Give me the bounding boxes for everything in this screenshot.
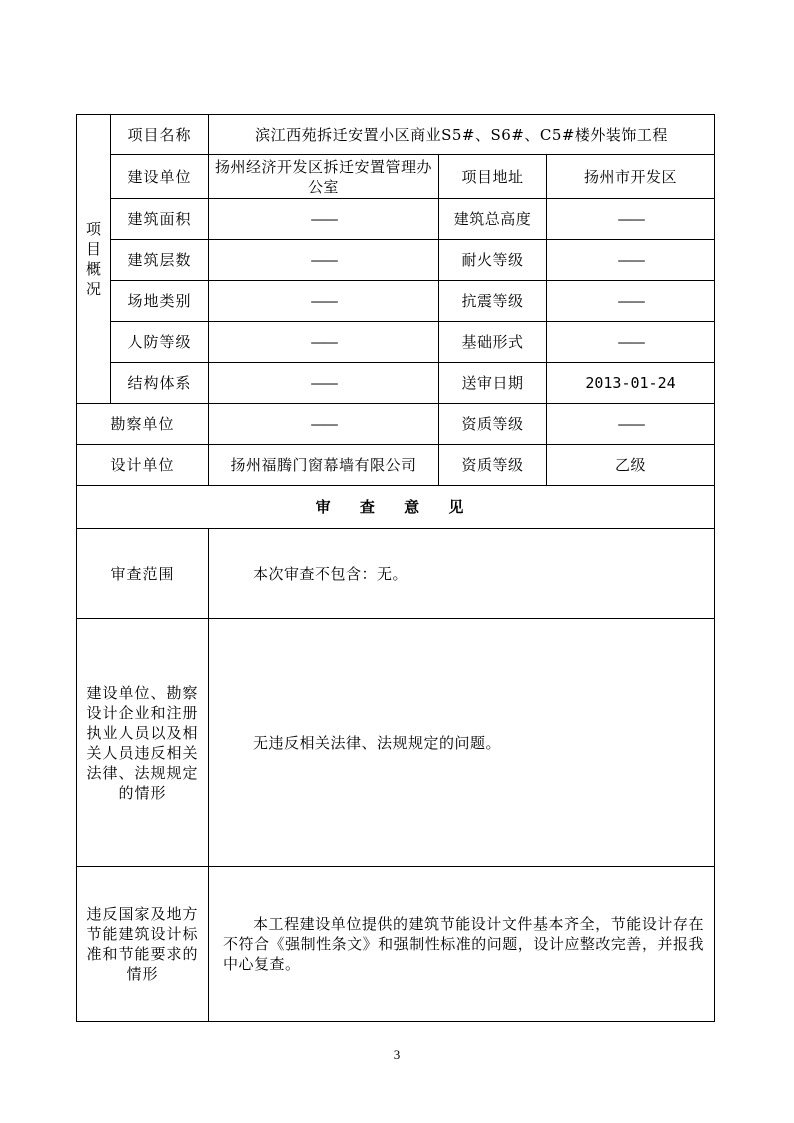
row-legal-violations xyxy=(77,619,715,867)
project-address-label: 项目地址 xyxy=(439,155,547,199)
structure-system-value: —— xyxy=(209,363,439,404)
row-site-category xyxy=(77,281,715,322)
row-review-scope xyxy=(77,529,715,619)
seismic-rating-value: —— xyxy=(547,281,715,322)
design-qualification-value: 乙级 xyxy=(547,445,715,486)
seismic-rating-label: 抗震等级 xyxy=(439,281,547,322)
energy-violations-label: 违反国家及地方节能建筑设计标准和节能要求的情形 xyxy=(77,867,209,1022)
project-name-label: 项目名称 xyxy=(111,115,209,155)
row-structure-system xyxy=(77,363,715,404)
design-qualification-label: 资质等级 xyxy=(439,445,547,486)
review-scope-label: 审查范围 xyxy=(77,529,209,619)
legal-violations-text: 无违反相关法律、法规规定的问题。 xyxy=(209,619,715,867)
survey-unit-label: 勘察单位 xyxy=(77,404,209,445)
design-unit-label: 设计单位 xyxy=(77,445,209,486)
structure-system-label: 结构体系 xyxy=(111,363,209,404)
review-form-table xyxy=(76,114,715,1022)
row-survey-unit xyxy=(77,404,715,445)
construction-unit-value: 扬州经济开发区拆迁安置管理办公室 xyxy=(209,155,439,199)
row-building-floors xyxy=(77,240,715,281)
row-project-name xyxy=(77,115,715,155)
building-height-value: —— xyxy=(547,199,715,240)
legal-violations-label: 建设单位、勘察设计企业和注册执业人员以及相关人员违反相关法律、法规规定的情形 xyxy=(77,619,209,867)
construction-unit-label: 建设单位 xyxy=(111,155,209,199)
submission-date-label: 送审日期 xyxy=(439,363,547,404)
civil-defense-value: —— xyxy=(209,322,439,363)
building-floors-value: —— xyxy=(209,240,439,281)
opinion-header: 审 查 意 见 xyxy=(77,486,715,529)
energy-violations-text: 本工程建设单位提供的建筑节能设计文件基本齐全，节能设计存在不符合《强制性条文》和强制性标准的问题，设计应整改完善，并报我中心复查。 xyxy=(209,867,715,1022)
building-area-value: —— xyxy=(209,199,439,240)
project-address-value: 扬州市开发区 xyxy=(547,155,715,199)
project-overview-label: 项 目 概 况 xyxy=(77,115,111,404)
design-unit-value: 扬州福腾门窗幕墙有限公司 xyxy=(209,445,439,486)
survey-qualification-label: 资质等级 xyxy=(439,404,547,445)
submission-date-value: 2013-01-24 xyxy=(547,363,715,404)
page-number: 3 xyxy=(393,1047,401,1062)
row-opinion-header xyxy=(77,486,715,529)
building-area-label: 建筑面积 xyxy=(111,199,209,240)
survey-qualification-value: —— xyxy=(547,404,715,445)
row-design-unit xyxy=(77,445,715,486)
row-civil-defense xyxy=(77,322,715,363)
site-category-value: —— xyxy=(209,281,439,322)
site-category-label: 场地类别 xyxy=(111,281,209,322)
row-energy-violations xyxy=(77,867,715,1022)
building-height-label: 建筑总高度 xyxy=(439,199,547,240)
row-building-area xyxy=(77,199,715,240)
fire-rating-value: —— xyxy=(547,240,715,281)
civil-defense-label: 人防等级 xyxy=(111,322,209,363)
survey-unit-value: —— xyxy=(209,404,439,445)
row-construction-unit xyxy=(77,155,715,199)
project-name-value: 滨江西苑拆迁安置小区商业S5#、S6#、C5#楼外装饰工程 xyxy=(209,115,715,155)
foundation-type-value: —— xyxy=(547,322,715,363)
foundation-type-label: 基础形式 xyxy=(439,322,547,363)
building-floors-label: 建筑层数 xyxy=(111,240,209,281)
review-scope-text: 本次审查不包含：无。 xyxy=(209,529,715,619)
fire-rating-label: 耐火等级 xyxy=(439,240,547,281)
